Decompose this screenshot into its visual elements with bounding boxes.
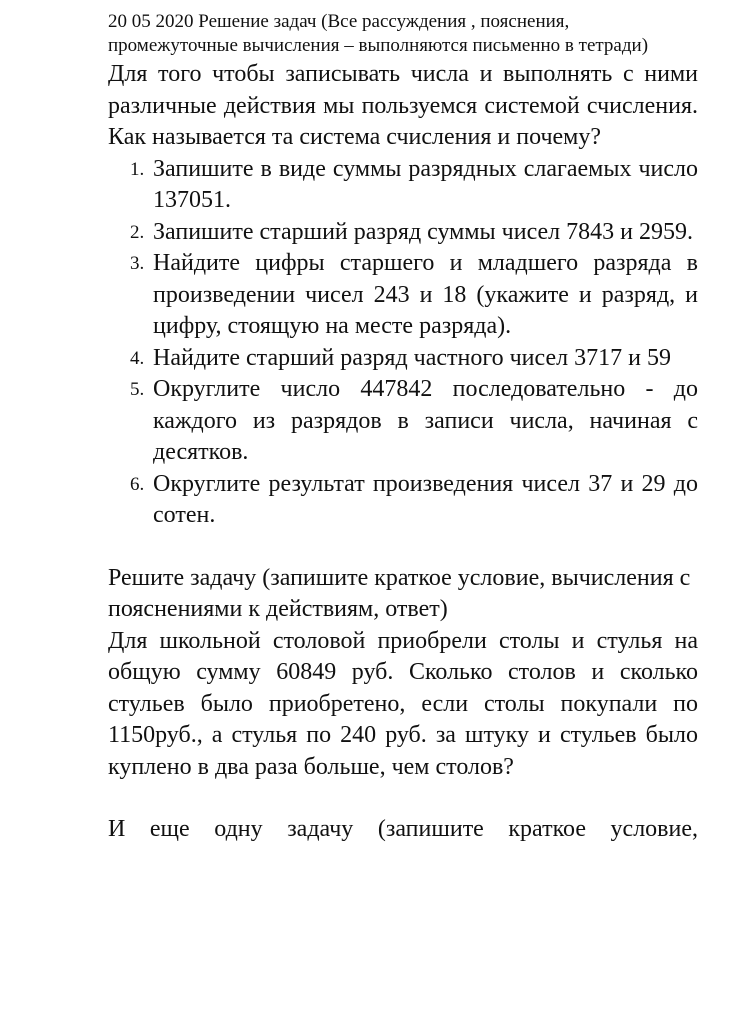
task-number: 1.: [130, 158, 145, 180]
intro-paragraph: Для того чтобы записывать числа и выполнять с ними различные действия мы пользуемся системой счисления. Как называется та система счисления и почему?: [108, 61, 698, 150]
problem-1-text: Для школьной столовой приобрели столы и стулья на общую сумму 60849 руб. Сколько столов и сколько стульев было приобретено, если столы покупали по 1150руб., а стулья по 240 руб. за штуку и стульев было куплено в два раза больше, чем столов?: [108, 627, 698, 780]
task-text: Найдите цифры старшего и младшего разряда в произведении чисел 243 и 18 (укажите и разряд, и цифру, стоящую на месте разряда).: [153, 250, 698, 339]
task-number: 3.: [130, 253, 145, 274]
task-text: Округлите результат произведения чисел 37 и 29 до сотен.: [153, 470, 698, 528]
document-header: 20 05 2020 Решение задач (Все рассуждения , пояснения, промежуточные вычисления – выполняются письменно в тетради): [108, 11, 649, 56]
task-text: Запишите в виде суммы разрядных слагаемых число 137051.: [153, 155, 698, 213]
task-item-3: [108, 248, 698, 343]
task-number: 4.: [130, 347, 145, 369]
spacer: [108, 783, 698, 814]
task-item-4: [108, 343, 698, 375]
spacer: [108, 532, 698, 563]
problem-1-heading: Решите задачу (запишите краткое условие, вычисления с пояснениями к действиям, ответ): [108, 564, 691, 622]
task-number: 6.: [130, 473, 145, 495]
task-item-2: [108, 217, 698, 249]
task-text: Округлите число 447842 последовательно - до каждого из разрядов в записи числа, начиная с десятков.: [153, 376, 698, 465]
task-item-6: [108, 469, 698, 532]
task-item-1: [108, 154, 698, 217]
task-list: [108, 154, 698, 532]
task-number: 2.: [130, 221, 145, 243]
problem-2-heading: И еще одну задачу (запишите краткое условие,: [108, 816, 698, 842]
task-number: 5.: [130, 379, 145, 400]
document-page: [108, 0, 698, 846]
task-text: Найдите старший разряд частного чисел 3717 и 59: [153, 344, 671, 371]
task-text: Запишите старший разряд суммы чисел 7843 и 2959.: [153, 218, 693, 245]
task-item-5: [108, 374, 698, 469]
